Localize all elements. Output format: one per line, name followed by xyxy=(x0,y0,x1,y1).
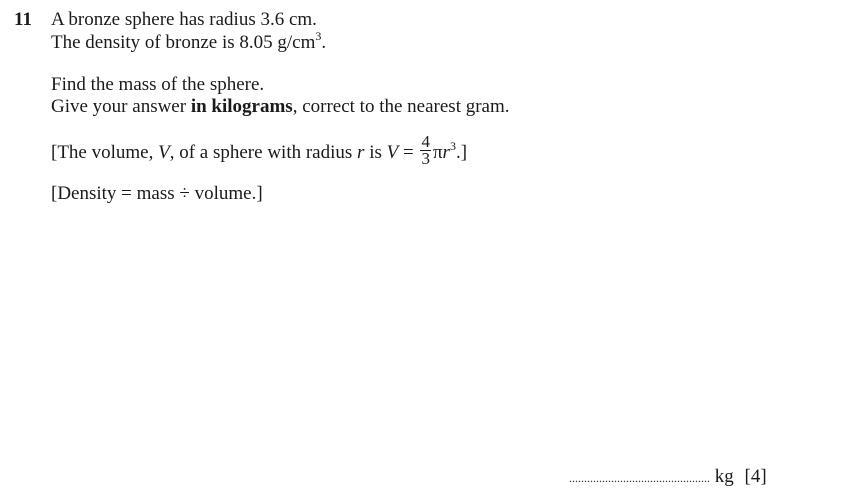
question-number: 11 xyxy=(14,9,32,30)
formula-pre2: , of a sphere with radius xyxy=(169,141,358,163)
question-line-radius: A bronze sphere has radius 3.6 cm. xyxy=(51,9,317,30)
formula-var-v: V xyxy=(158,141,170,163)
answer-line xyxy=(569,466,767,489)
formula-r: r xyxy=(442,141,450,163)
answer-format-post: , correct to the nearest gram. xyxy=(292,96,510,117)
formula-pi: π xyxy=(432,141,443,163)
density-exponent: 3 xyxy=(315,29,322,43)
formula-equals: = xyxy=(398,141,419,163)
formula-r-exponent: 3 xyxy=(449,138,456,153)
question-answer-format xyxy=(51,96,510,118)
answer-format-pre: Give your answer xyxy=(51,96,191,117)
answer-unit: kg xyxy=(714,466,734,487)
formula-pre1: [The volume, xyxy=(51,141,159,163)
answer-format-bold: in kilograms xyxy=(190,96,293,117)
question-line-density xyxy=(51,29,327,54)
volume-formula xyxy=(51,132,468,170)
answer-dots[interactable]: ............................................... xyxy=(569,471,710,485)
density-text: The density of bronze is 8.05 g/cm xyxy=(51,32,316,53)
formula-var-r: r xyxy=(357,141,365,163)
density-note: [Density = mass ÷ volume.] xyxy=(51,183,263,204)
fraction-numerator: 4 xyxy=(421,132,430,151)
formula-post: .] xyxy=(455,141,468,163)
formula-var-v2: V xyxy=(386,141,399,163)
answer-marks: [4] xyxy=(744,466,767,487)
density-period: . xyxy=(321,32,327,53)
fraction-denominator: 3 xyxy=(421,149,430,168)
formula-fraction xyxy=(420,134,431,167)
question-instruction: Find the mass of the sphere. xyxy=(51,74,265,95)
formula-pre3: is xyxy=(364,141,387,163)
